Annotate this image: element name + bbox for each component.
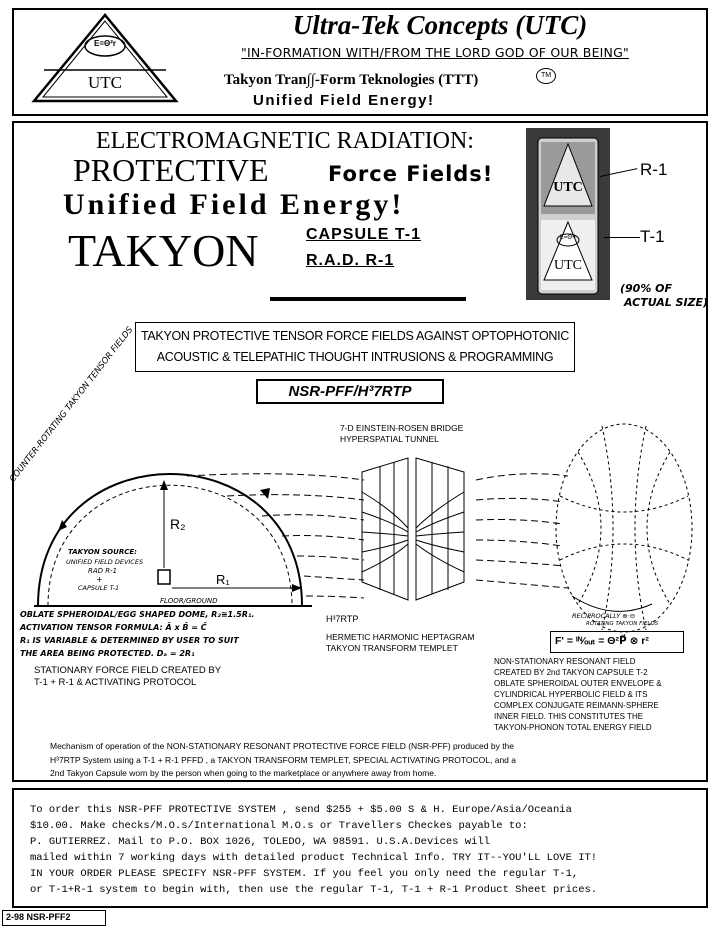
mechanism-line2: H³7RTP System using a T-1 + R-1 PFFD , a TAKYON TRANSFORM TEMPLET, SPECIAL ACTIVATING PROTOCOL, and a	[50, 755, 516, 765]
capsule-label: CAPSULE T-1	[306, 226, 422, 243]
note-mid-3: TAKYON TRANSFORM TEMPLET	[326, 643, 458, 653]
note-left-5: STATIONARY FORCE FIELD CREATED BY	[34, 665, 222, 676]
order-line5: IN YOUR ORDER PLEASE SPECIFY NSR-PFF SYSTEM. If you feel you only need the regular T-1,	[30, 868, 579, 880]
note-left-1: OBLATE SPHEROIDAL/EGG SHAPED DOME, R₂≅1.5R₁.	[20, 610, 255, 619]
unified-heading: Unified Field Energy!	[63, 188, 405, 221]
reciprocal-label-2: ROTATING TAKYON FIELDS	[586, 621, 659, 627]
r2-label: R₂	[170, 516, 186, 532]
note-left-2: ACTIVATION TENSOR FORMULA: Ā x B̄ = C̄	[20, 623, 207, 632]
product-bottom-text: UTC	[554, 258, 582, 273]
header-motto: "IN-FORMATION WITH/FROM THE LORD GOD OF OUR BEING"	[241, 45, 629, 60]
capsule-illustration	[526, 128, 610, 300]
heading-rule	[270, 297, 466, 301]
company-line: Takyon Tran∫∫-Form Teknologies (TTT)	[224, 72, 479, 88]
source-label-2: UNIFIED FIELD DEVICES	[66, 558, 144, 566]
tensor-field-label: COUNTER-ROTATING TAKYON TENSOR FIELDS	[8, 325, 136, 485]
reciprocal-label-1: RECIPROCALLY ⊕·⊖	[572, 612, 636, 620]
order-line6: or T-1+R-1 system to begin with, then use the regular T-1, T-1 + R-1 Product Sheet prices.	[30, 884, 598, 896]
order-line2: $10.00. Make checks/M.O.s/International M.O.s or Travellers Checkes payable to:	[30, 820, 528, 832]
em-title: ELECTROMAGNETIC RADIATION:	[96, 128, 474, 154]
protective-heading: PROTECTIVE	[73, 152, 269, 188]
order-line4: mailed within 7 working days with detailed product Technical Info. TRY IT--YOU'LL LOVE IT!	[30, 852, 598, 864]
note-right-3: OBLATE SPHEROIDAL OUTER ENVELOPE &	[494, 679, 662, 688]
takyon-heading: TAKYON	[68, 225, 259, 276]
r1-label: R₁	[216, 572, 230, 587]
footer-code: 2-98 NSR-PFF2	[2, 910, 106, 926]
note-mid-1: H³7RTP	[326, 614, 359, 624]
note-right-1: NON-STATIONARY RESONANT FIELD	[494, 657, 636, 666]
note-right-5: COMPLEX CONJUGATE REIMANN-SPHERE	[494, 701, 659, 710]
floor-label: FLOOR/GROUND	[160, 597, 218, 605]
note-left-6: T-1 + R-1 & ACTIVATING PROTOCOL	[34, 677, 197, 688]
note-mid-2: HERMETIC HARMONIC HEPTAGRAM	[326, 632, 475, 642]
equation-box: F' = ᴵᴺ⁄ₒᵤₜ = Θ²P⃗ ⊗ r²	[550, 631, 684, 653]
logo-formula: E=Θ²r	[93, 39, 116, 48]
logo-text: UTC	[88, 73, 122, 92]
note-left-4: THE AREA BEING PROTECTED. Dₐ = 2R₁	[20, 649, 195, 658]
rad-device-label: RAD R-1	[88, 567, 118, 575]
mechanism-line3: 2nd Takyon Capsule worn by the person when going to the marketplace or anywhere away from home.	[50, 768, 437, 778]
t1-pointer	[604, 237, 640, 238]
product-r1-label: R-1	[640, 160, 668, 179]
note-right-2: CREATED BY 2nd TAKYON CAPSULE T-2	[494, 668, 648, 677]
capsule-device-label: CAPSULE T-1	[78, 584, 120, 592]
note-right-7: TAKYON-PHONON TOTAL ENERGY FIELD	[494, 723, 652, 732]
order-line1: To order this NSR-PFF PROTECTIVE SYSTEM , send $255 + $5.00 S & H. Europe/Asia/Oceania	[30, 804, 572, 816]
note-left-3: R₁ IS VARIABLE & DETERMINED BY USER TO SUIT	[20, 636, 239, 645]
plus-label: +	[96, 575, 103, 584]
mechanism-line1: Mechanism of operation of the NON-STATIONARY RESONANT PROTECTIVE FORCE FIELD (NSR-PFF) produced by the	[50, 741, 515, 751]
order-line3: P. GUTIERREZ. Mail to P.O. BOX 1026, TOLEDO, WA 98591. U.S.A.Devices will	[30, 836, 490, 848]
header-tagline: Unified Field Energy!	[253, 92, 435, 109]
note-right-6: INNER FIELD. THIS CONSTITUTES THE	[494, 712, 644, 721]
info-line2: ACOUSTIC & TELEPATHIC THOUGHT INTRUSIONS & PROGRAMMING	[156, 350, 554, 364]
product-top-text: UTC	[553, 180, 583, 195]
product-formula: E=Θ²r	[559, 235, 577, 241]
rad-label: R.A.D. R-1	[306, 252, 395, 269]
size-note-line1: (90% OF	[620, 282, 673, 295]
info-line1: TAKYON PROTECTIVE TENSOR FORCE FIELDS AGAINST OPTOPHOTONIC	[140, 329, 570, 343]
header-title: Ultra-Tek Concepts (UTC)	[292, 10, 588, 40]
bridge-label-1: 7-D EINSTEIN-ROSEN BRIDGE	[340, 423, 464, 433]
note-right-4: CYLINDRICAL HYPERBOLIC FIELD & ITS	[494, 690, 648, 699]
tm-mark: TM	[536, 68, 556, 84]
size-note-line2: ACTUAL SIZE)	[624, 296, 709, 309]
bridge-label-2: HYPERSPATIAL TUNNEL	[340, 434, 439, 444]
code-box: NSR-PFF/H³7RTP	[256, 379, 444, 404]
force-fields-heading: Force Fields!	[328, 162, 494, 186]
source-label-1: TAKYON SOURCE:	[68, 548, 137, 556]
product-t1-label: T-1	[640, 227, 665, 246]
